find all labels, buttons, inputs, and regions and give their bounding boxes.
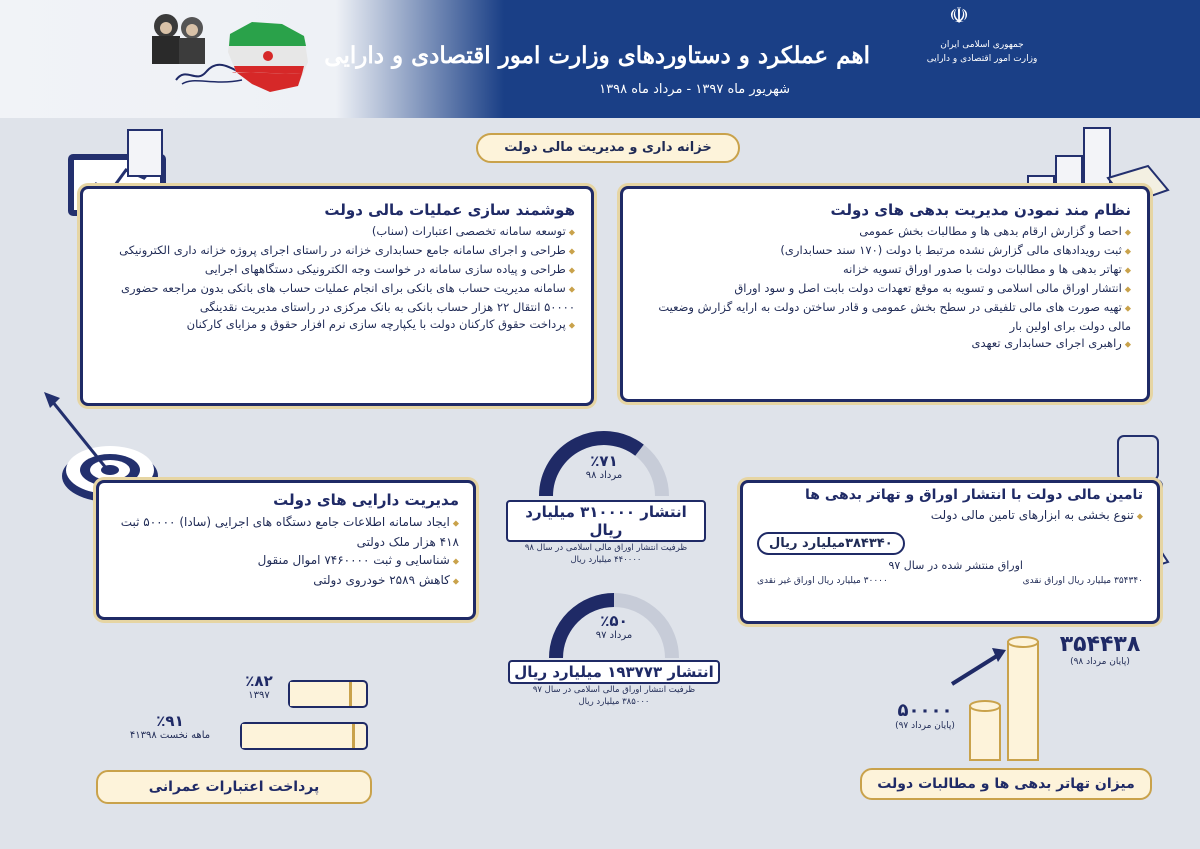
securities-caption: اوراق منتشر شده در سال ۹۷ — [888, 559, 1023, 572]
bar-2-track — [240, 722, 368, 750]
list-item: ⬥ شناسایی و ثبت ۷۴۶۰۰۰۰ اموال منقول — [113, 551, 459, 571]
offset-high-label: (پایان مرداد ۹۸) — [1070, 657, 1130, 667]
offset-low-value: ۵۰۰۰۰ — [897, 700, 953, 721]
gauge-2-note: ظرفیت انتشار اوراق مالی اسلامی در سال ۹۷ — [532, 685, 696, 695]
bar-2-year: ۴ماهه نخست ۱۳۹۸ — [129, 730, 211, 741]
securities-panel — [740, 480, 1160, 624]
list-item: ⬥ سامانه مدیریت حساب های بانکی برای انجام عملیات حساب های بانکی بدون مراجعه حضوری ۵۰۰۰۰ انتقال ۲۲ هزار حساب بانکی به بانک مرکزی در راستای مدیریت نقدینگی — [99, 280, 575, 316]
list-item: ⬥ احصا و گزارش ارقام بدهی ها و مطالبات بخش عمومی — [639, 223, 1131, 242]
gauge-2-percent-block — [584, 612, 644, 641]
securities-list — [757, 507, 1143, 526]
gauge-1-period: مرداد ۹۸ — [585, 470, 623, 481]
bar-1-track — [288, 680, 368, 708]
section-title: خزانه داری و مدیریت مالی دولت — [476, 133, 740, 163]
securities-title: تامین مالی دولت با انتشار اوراق و تهاتر بدهی ها — [805, 487, 1143, 503]
gauge-1-headline: انتشار ۳۱۰۰۰۰ میلیارد ریال — [506, 500, 706, 542]
bar-2-percent: ٪۹۱ — [156, 712, 184, 730]
gauge-2-headline: انتشار ۱۹۳۷۷۳ میلیارد ریال — [508, 660, 720, 684]
list-item: ⬥ پرداخت حقوق کارکنان دولت با یکپارچه سازی نرم افزار حقوق و مزایای کارکنان — [99, 316, 575, 335]
gauge-2-period: مرداد ۹۷ — [595, 630, 633, 641]
gauge-2-caption — [508, 660, 720, 708]
list-item: ⬥ کاهش ۲۵۸۹ خودروی دولتی — [113, 571, 459, 591]
assets-panel — [96, 480, 476, 620]
date-range: شهریور ماه ۱۳۹۷ - مرداد ماه ۱۳۹۸ — [599, 82, 790, 97]
bar-1-percent: ٪۸۲ — [245, 672, 273, 690]
debt-management-panel — [620, 186, 1150, 402]
smart-operations-title: هوشمند سازی عملیات مالی دولت — [324, 201, 575, 219]
bar-2-fill — [242, 724, 355, 748]
list-item: ⬥ تهاتر بدهی ها و مطالبات دولت با صدور اوراق تسویه خزانه — [639, 261, 1131, 280]
list-item: ⬥ راهبری اجرای حسابداری تعهدی — [639, 335, 1131, 354]
list-item: ⬥ انتشار اوراق مالی اسلامی و تسویه به موقع تعهدات دولت بابت اصل و سود اوراق — [639, 280, 1131, 299]
amount-badge: ۳۸۴۳۴۰میلیارد ریال — [757, 532, 905, 555]
debt-management-list — [639, 223, 1131, 354]
gauge-1-caption — [506, 500, 706, 566]
offset-low-label: (پایان مرداد ۹۷) — [895, 721, 955, 731]
bar-2-label-block — [100, 712, 240, 741]
list-item: ⬥ تهیه صورت های مالی تلفیقی در سطح بخش عمومی و قادر ساختن دولت به ارایه گزارش وضعیت مالی دولت برای اولین بار — [639, 299, 1131, 335]
bar-1-fill — [290, 682, 352, 706]
leaders-portrait-image — [146, 8, 212, 64]
cash-securities-note: ۳۵۴۳۴۰ میلیارد ریال اوراق نقدی — [1022, 576, 1143, 586]
iran-flag-map-icon — [222, 14, 314, 96]
list-item: ⬥ طراحی و اجرای سامانه جامع حسابداری خزانه در راستای اجرای پروژه خزانه داری الکترونیکی — [99, 242, 575, 261]
gauge-1-note: ظرفیت انتشار اوراق مالی اسلامی در سال ۹۸ — [524, 543, 688, 553]
bar-1-label-block — [232, 672, 286, 701]
assets-list — [113, 513, 459, 591]
list-item: ⬥ تنوع بخشی به ابزارهای تامین مالی دولت — [757, 507, 1143, 526]
offset-cylinders-chart — [944, 630, 1044, 766]
offset-high-value: ۳۵۴۴۳۸ — [1059, 632, 1141, 657]
debt-management-title: نظام مند نمودن مدیریت بدهی های دولت — [830, 201, 1131, 219]
gauge-1-percent-block — [574, 452, 634, 481]
offset-title: میزان تهاتر بدهی ها و مطالبات دولت — [860, 768, 1152, 800]
list-item: ⬥ توسعه سامانه تخصصی اعتبارات (سناب) — [99, 223, 575, 242]
smart-operations-panel — [80, 186, 594, 406]
assets-title: مدیریت دارایی های دولت — [273, 491, 459, 509]
offset-high-block — [1048, 632, 1152, 667]
noncash-securities-note: ۳۰۰۰۰ میلیارد ریال اوراق غیر نقدی — [757, 576, 888, 586]
smart-operations-list — [99, 223, 575, 335]
gauge-1-note-2: ۴۴۰۰۰۰ میلیارد ریال — [570, 555, 642, 565]
emblem-icon: ☫ — [949, 4, 969, 29]
list-item: ⬥ ثبت رویدادهای مالی گزارش نشده مرتبط با دولت (۱۷۰ سند حسابداری) — [639, 242, 1131, 261]
gauge-2-note-2: ۳۸۵۰۰۰ میلیارد ریال — [578, 697, 650, 707]
bar-1-year: ۱۳۹۷ — [248, 690, 270, 701]
list-item: ⬥ ایجاد سامانه اطلاعات جامع دستگاه های اجرایی (سادا) ۵۰۰۰۰ ثبت ۴۱۸ هزار ملک دولتی — [113, 513, 459, 551]
offset-low-block — [880, 700, 970, 731]
page-title: اهم عملکرد و دستاوردهای وزارت امور اقتصادی و دارایی — [324, 42, 870, 69]
gauge-2-percent: ٪۵۰ — [600, 612, 628, 630]
ministry-logo-text: جمهوری اسلامی ایران وزارت امور اقتصادی و دارایی — [926, 40, 1038, 64]
list-item: ⬥ طراحی و پیاده سازی سامانه در خواست وجه الکترونیکی دستگاههای اجرایی — [99, 261, 575, 280]
gauge-1-percent: ٪۷۱ — [590, 452, 618, 470]
capital-credits-title: پرداخت اعتبارات عمرانی — [96, 770, 372, 804]
